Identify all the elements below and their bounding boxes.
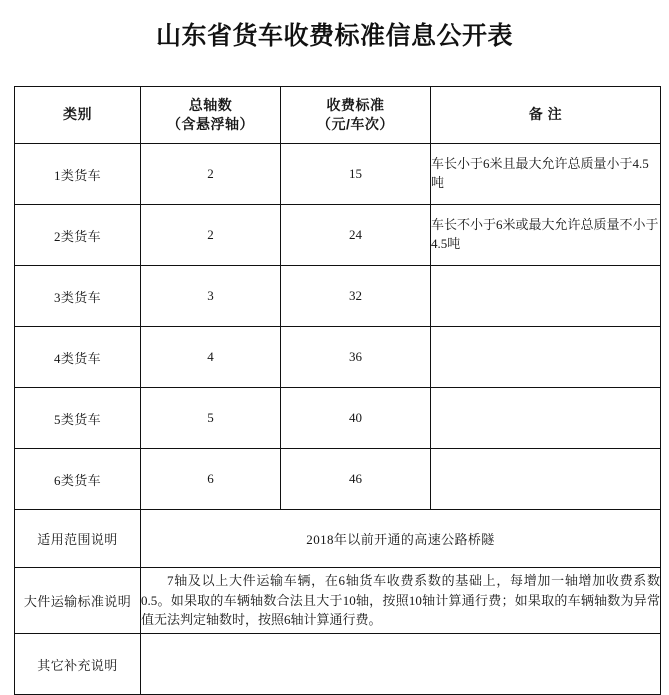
cell-remark: 车长不小于6米或最大允许总质量不小于4.5吨 [431, 205, 661, 266]
cell-axles: 3 [141, 266, 281, 327]
scope-row [15, 510, 661, 568]
header-axles-sub: （含悬浮轴） [167, 116, 254, 132]
header-remark-main: 备 注 [528, 106, 563, 123]
table-row [15, 449, 661, 510]
header-category-main: 类别 [63, 106, 92, 123]
cell-fee: 46 [281, 449, 431, 510]
fee-table-container [14, 86, 660, 695]
scope-label: 适用范围说明 [15, 510, 141, 568]
cell-fee: 40 [281, 388, 431, 449]
truck-toll-table [14, 86, 661, 695]
cell-axles: 4 [141, 327, 281, 388]
header-cell-category [15, 87, 141, 144]
header-cell-fee [281, 87, 431, 144]
cell-fee: 32 [281, 266, 431, 327]
table-row [15, 327, 661, 388]
cell-axles: 2 [141, 144, 281, 205]
table-row [15, 266, 661, 327]
oversize-transport-text: 7轴及以上大件运输车辆，在6轴货车收费系数的基础上，每增加一轴增加收费系数0.5。如果取的车辆轴数合法且大于10轴，按照10轴计算通行费；如果取的车辆轴数为异常值无法判定轴数时，按照6轴计算通行费。 [141, 568, 661, 634]
other-notes-row [15, 634, 661, 695]
cell-axles: 2 [141, 205, 281, 266]
cell-category: 6类货车 [15, 449, 141, 510]
other-notes-label: 其它补充说明 [15, 634, 141, 695]
oversize-transport-label: 大件运输标准说明 [15, 568, 141, 634]
cell-category: 3类货车 [15, 266, 141, 327]
cell-axles: 5 [141, 388, 281, 449]
other-notes-value [141, 634, 661, 695]
cell-fee: 24 [281, 205, 431, 266]
cell-remark [431, 327, 661, 388]
cell-remark [431, 449, 661, 510]
table-header-row [15, 87, 661, 144]
header-cell-remark [431, 87, 661, 144]
header-cell-axles [141, 87, 281, 144]
cell-fee: 15 [281, 144, 431, 205]
oversize-transport-row [15, 568, 661, 634]
cell-category: 5类货车 [15, 388, 141, 449]
header-axles-main: 总轴数 [188, 96, 233, 113]
cell-category: 4类货车 [15, 327, 141, 388]
cell-category: 2类货车 [15, 205, 141, 266]
header-fee-main: 收费标准 [326, 96, 385, 113]
table-row [15, 144, 661, 205]
cell-remark: 车长小于6米且最大允许总质量小于4.5吨 [431, 144, 661, 205]
cell-category: 1类货车 [15, 144, 141, 205]
cell-remark [431, 388, 661, 449]
header-fee-sub: （元/车次） [317, 116, 394, 132]
cell-axles: 6 [141, 449, 281, 510]
table-row [15, 388, 661, 449]
cell-fee: 36 [281, 327, 431, 388]
scope-value: 2018年以前开通的高速公路桥隧 [141, 510, 661, 568]
cell-remark [431, 266, 661, 327]
table-row [15, 205, 661, 266]
page-title: 山东省货车收费标准信息公开表 [155, 22, 513, 50]
